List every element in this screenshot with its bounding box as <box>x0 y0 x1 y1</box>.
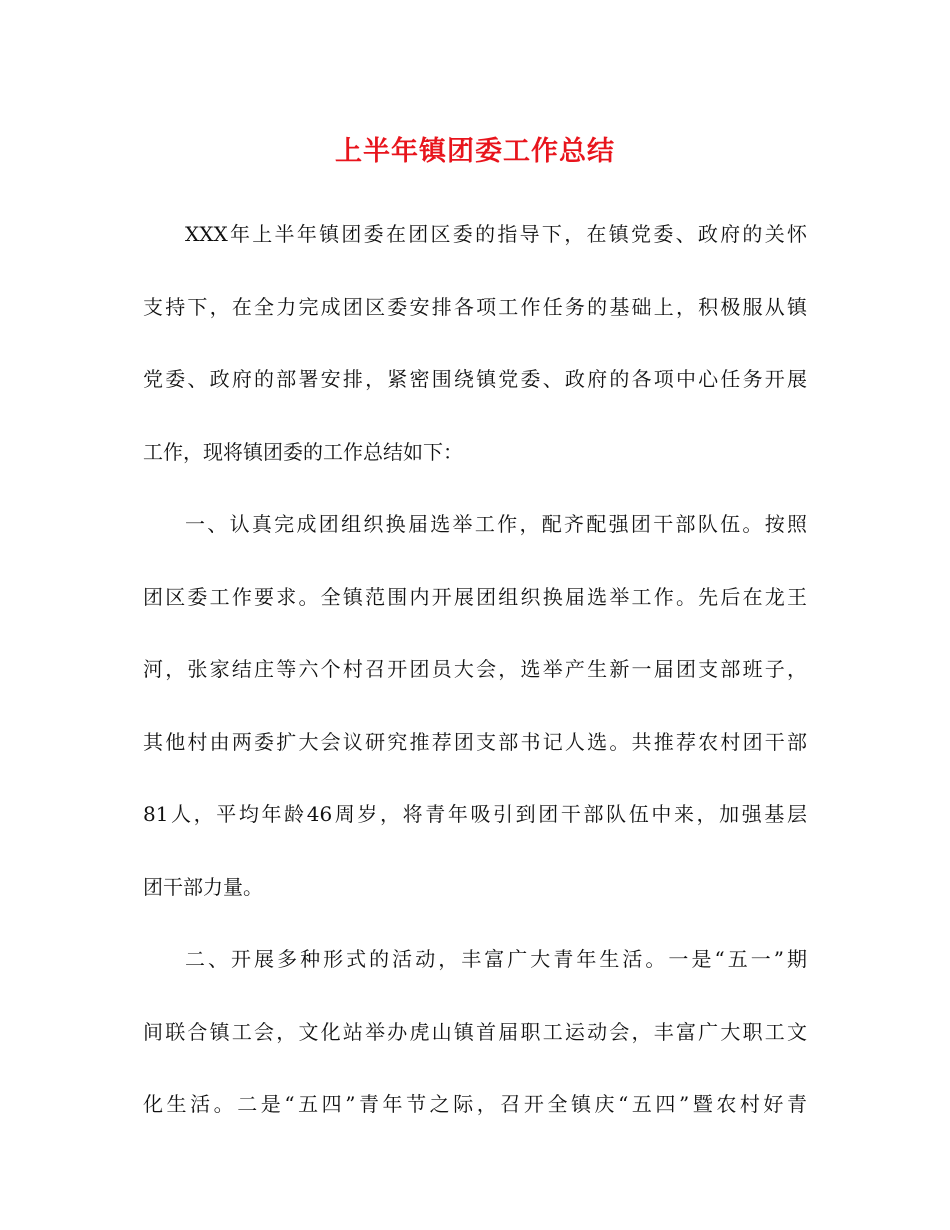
text-line: 工作，现将镇团委的工作总结如下： <box>143 439 463 464</box>
text-line: 团干部力量。 <box>143 874 263 899</box>
text-line: 一、认真完成团组织换届选举工作，配齐配强团干部队伍。按照 <box>185 512 807 536</box>
document-title: 上半年镇团委工作总结 <box>335 136 615 167</box>
text-line: XXX年上半年镇团委在团区委的指导下，在镇党委、政府的关怀 <box>185 222 807 246</box>
text-line: 化生活。二是“五四”青年节之际，召开全镇庆“五四”暨农村好青 <box>143 1092 807 1116</box>
text-line: 河，张家结庄等六个村召开团员大会，选举产生新一届团支部班子， <box>143 657 807 681</box>
text-line: 党委、政府的部署安排，紧密围绕镇党委、政府的各项中心任务开展 <box>143 367 807 391</box>
text-line: 支持下，在全力完成团区委安排各项工作任务的基础上，积极服从镇 <box>143 294 807 319</box>
text-line: 其他村由两委扩大会议研究推荐团支部书记人选。共推荐农村团干部 <box>143 729 807 754</box>
text-line: 间联合镇工会，文化站举办虎山镇首届职工运动会，丰富广大职工文 <box>143 1019 807 1044</box>
document-body <box>143 208 807 1151</box>
text-line: 二、开展多种形式的活动，丰富广大青年生活。一是“五一”期 <box>185 947 807 971</box>
text-line: 团区委工作要求。全镇范围内开展团组织换届选举工作。先后在龙王 <box>143 584 807 609</box>
text-line: 81人，平均年龄46周岁，将青年吸引到团干部队伍中来，加强基层 <box>143 802 807 826</box>
